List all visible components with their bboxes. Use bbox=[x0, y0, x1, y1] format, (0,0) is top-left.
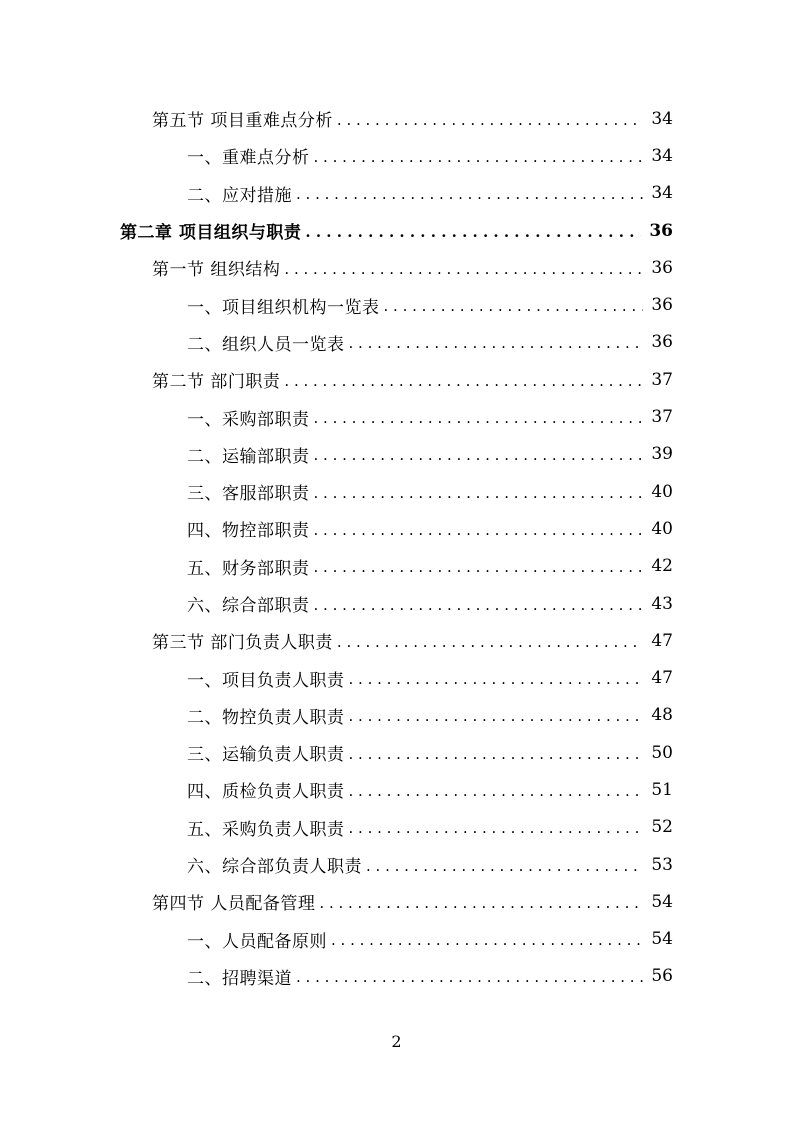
toc-entry-title: 二、运输部职责 bbox=[187, 446, 310, 467]
toc-entry-title: 二、组织人员一览表 bbox=[187, 334, 345, 355]
toc-entry-page: 52 bbox=[651, 817, 673, 838]
toc-entry-page: 43 bbox=[651, 593, 673, 614]
toc-entry[interactable] bbox=[0, 734, 793, 771]
toc-entry[interactable] bbox=[0, 212, 793, 249]
toc-entry[interactable] bbox=[0, 286, 793, 323]
toc-entry[interactable] bbox=[0, 659, 793, 696]
toc-dot-leader bbox=[284, 371, 643, 389]
toc-entry-title: 三、客服部职责 bbox=[187, 484, 310, 505]
toc-dot-leader bbox=[314, 408, 644, 426]
toc-dot-leader bbox=[349, 706, 644, 724]
toc-dot-leader bbox=[349, 781, 644, 799]
toc-entry-page: 40 bbox=[651, 481, 673, 502]
toc-entry-page: 36 bbox=[651, 295, 673, 316]
toc-entry-page: 37 bbox=[651, 369, 673, 390]
toc-entry[interactable] bbox=[0, 883, 793, 920]
toc-entry[interactable] bbox=[0, 921, 793, 958]
toc-entry-page: 36 bbox=[651, 257, 673, 278]
toc-entry-title: 一、人员配备原则 bbox=[187, 931, 327, 952]
toc-entry-title: 五、采购负责人职责 bbox=[187, 819, 345, 840]
toc-entry-title: 五、财务部职责 bbox=[187, 558, 310, 579]
toc-entry-title: 六、综合部职责 bbox=[187, 596, 310, 616]
toc-entry-page: 54 bbox=[651, 891, 673, 912]
toc-entry[interactable] bbox=[0, 175, 793, 212]
toc-entry-page: 54 bbox=[651, 929, 673, 950]
toc-entry-page: 40 bbox=[651, 518, 673, 539]
toc-dot-leader bbox=[314, 520, 644, 538]
toc-entry-title: 第三节 部门负责人职责 bbox=[152, 633, 333, 654]
toc-entry-page: 36 bbox=[651, 332, 673, 353]
toc-entry-title: 第二章 项目组织与职责 bbox=[120, 223, 302, 244]
toc-entry[interactable] bbox=[0, 958, 793, 995]
toc-dot-leader bbox=[319, 893, 643, 911]
toc-entry-title: 四、物控部职责 bbox=[187, 521, 310, 542]
toc-entry-page: 51 bbox=[651, 779, 673, 800]
toc-entry-page: 42 bbox=[651, 556, 673, 577]
toc-entry-page: 47 bbox=[651, 630, 673, 651]
toc-entry-page: 53 bbox=[651, 854, 673, 875]
toc-dot-leader bbox=[296, 184, 643, 202]
toc-entry[interactable] bbox=[0, 697, 793, 734]
toc-entry-title: 四、质检负责人职责 bbox=[187, 782, 345, 803]
toc-entry-page: 50 bbox=[651, 742, 673, 763]
toc-entry[interactable] bbox=[0, 846, 793, 883]
toc-dot-leader bbox=[349, 333, 644, 351]
toc-dot-leader bbox=[337, 632, 643, 650]
toc-entry[interactable] bbox=[0, 548, 793, 585]
toc-entry-page: 47 bbox=[651, 668, 673, 689]
toc-entry-title: 二、招聘渠道 bbox=[187, 968, 292, 989]
toc-entry-page: 37 bbox=[651, 407, 673, 428]
toc-entry[interactable] bbox=[0, 100, 793, 137]
toc-entry[interactable] bbox=[0, 398, 793, 435]
toc-dot-leader bbox=[349, 744, 644, 762]
toc-dot-leader bbox=[349, 669, 644, 687]
toc-entry-page: 34 bbox=[651, 183, 673, 204]
toc-dot-leader bbox=[349, 818, 644, 836]
toc-entry[interactable] bbox=[0, 809, 793, 846]
toc-entry-title: 第五节 项目重难点分析 bbox=[152, 111, 333, 132]
page-number: 2 bbox=[391, 1032, 402, 1051]
toc-dot-leader bbox=[366, 856, 643, 874]
toc-entry-title: 一、采购部职责 bbox=[187, 409, 310, 430]
toc-entry-title: 第二节 部门职责 bbox=[152, 372, 281, 393]
toc-entry-title: 一、项目组织机构一览表 bbox=[187, 297, 380, 318]
toc-entry[interactable] bbox=[0, 510, 793, 547]
toc-dot-leader bbox=[314, 595, 644, 613]
toc-dot-leader bbox=[305, 222, 641, 240]
toc-entry-page: 56 bbox=[651, 966, 673, 987]
toc-entry-title: 二、物控负责人职责 bbox=[187, 707, 345, 728]
toc-dot-leader bbox=[296, 967, 643, 985]
toc-dot-leader bbox=[314, 483, 644, 501]
toc-dot-leader bbox=[284, 259, 643, 277]
toc-entry-title: 六、综合部负责人职责 bbox=[187, 857, 362, 878]
toc-entry[interactable] bbox=[0, 622, 793, 659]
toc-dot-leader bbox=[314, 557, 644, 575]
toc-entry[interactable] bbox=[0, 324, 793, 361]
toc-entry-title: 二、应对措施 bbox=[187, 185, 292, 206]
table-of-contents bbox=[0, 100, 793, 995]
toc-entry[interactable] bbox=[0, 249, 793, 286]
toc-entry[interactable] bbox=[0, 771, 793, 808]
toc-entry[interactable] bbox=[0, 473, 793, 510]
toc-dot-leader bbox=[314, 147, 644, 165]
toc-dot-leader bbox=[331, 930, 643, 948]
toc-dot-leader bbox=[384, 296, 644, 314]
toc-entry-page: 34 bbox=[651, 145, 673, 166]
toc-entry-title: 第四节 人员配备管理 bbox=[152, 894, 316, 915]
toc-entry[interactable] bbox=[0, 361, 793, 398]
toc-entry-page: 48 bbox=[651, 705, 673, 726]
toc-entry-title: 一、重难点分析 bbox=[187, 148, 310, 169]
toc-entry-page: 39 bbox=[651, 444, 673, 465]
toc-entry[interactable] bbox=[0, 585, 793, 622]
toc-entry[interactable] bbox=[0, 137, 793, 174]
toc-entry-page: 34 bbox=[651, 108, 673, 129]
toc-entry-title: 第一节 组织结构 bbox=[152, 260, 281, 281]
toc-dot-leader bbox=[314, 445, 644, 463]
toc-entry-title: 三、运输负责人职责 bbox=[187, 745, 345, 766]
toc-entry-title: 一、项目负责人职责 bbox=[187, 670, 345, 691]
toc-entry-page: 36 bbox=[649, 220, 673, 241]
toc-dot-leader bbox=[337, 110, 643, 128]
toc-entry[interactable] bbox=[0, 436, 793, 473]
